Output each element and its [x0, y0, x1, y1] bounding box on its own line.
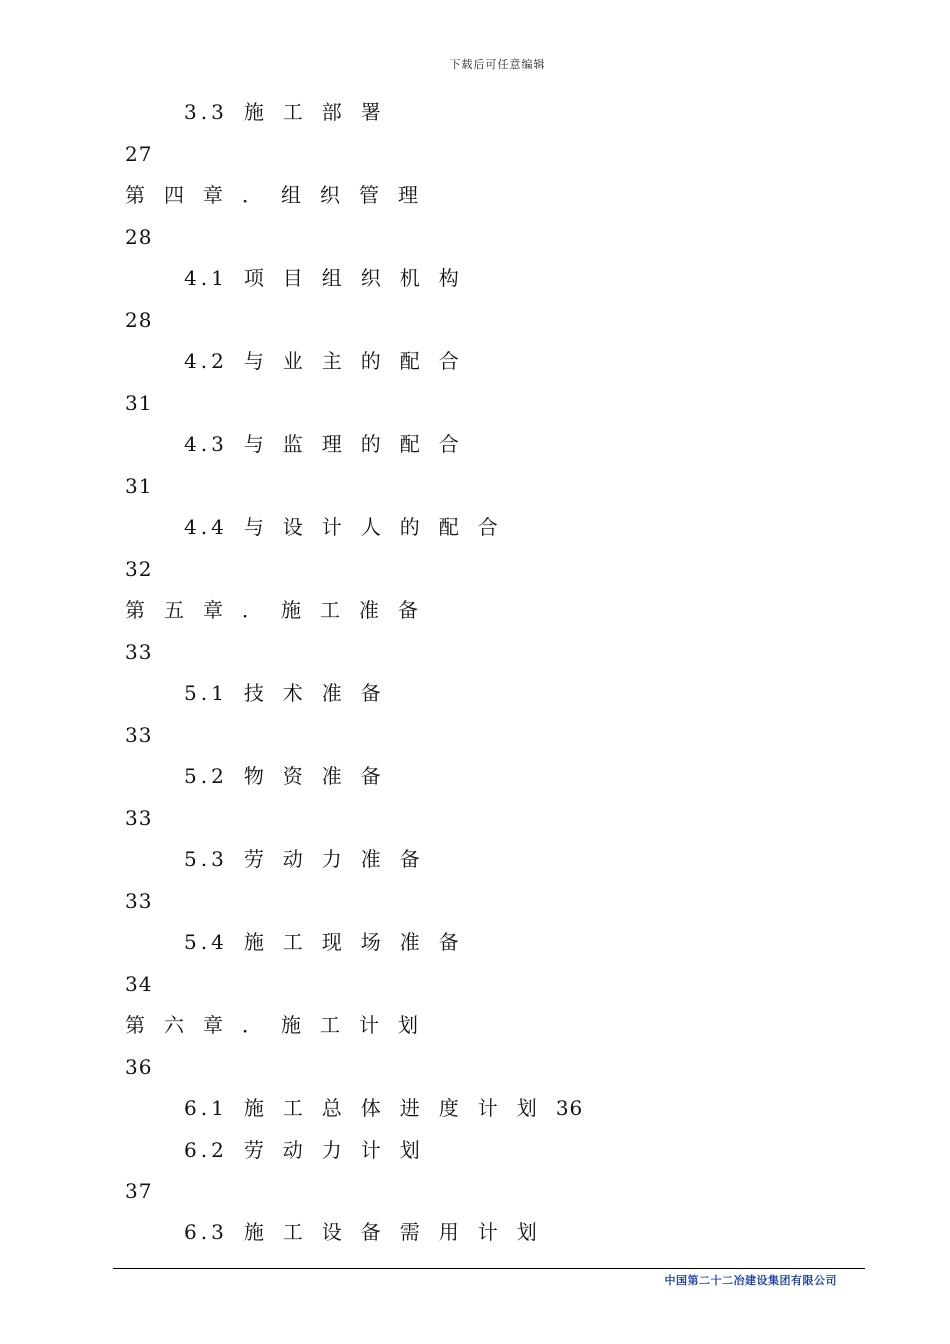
toc-page-number: 32: [125, 557, 153, 581]
toc-entry-5-1[interactable]: [184, 681, 400, 705]
toc-entry-4-2[interactable]: [184, 349, 478, 373]
toc-chapter-4[interactable]: 第四章．组织管理: [125, 183, 437, 207]
toc-entry-6-3[interactable]: [184, 1220, 556, 1244]
toc-entry-title: 与设计人的配合: [243, 515, 517, 539]
toc-page-number: 33: [125, 889, 153, 913]
toc-entry-number: 5.1: [184, 681, 228, 705]
toc-page-number: 31: [125, 474, 153, 498]
toc-entry-3-3[interactable]: [184, 100, 400, 124]
toc-entry-title: 施工部署: [243, 100, 400, 124]
toc-page-number: 27: [125, 142, 153, 166]
toc-page-number: 28: [125, 308, 153, 332]
toc-entry-6-1[interactable]: [184, 1096, 583, 1120]
toc-entry-number: 4.4: [184, 515, 228, 539]
toc-entry-number: 6.3: [184, 1220, 228, 1244]
toc-entry-title: 施工总体进度计划: [243, 1096, 556, 1120]
toc-entry-number: 4.2: [184, 349, 228, 373]
toc-page-number: 37: [125, 1179, 153, 1203]
toc-page-number: 28: [125, 225, 153, 249]
footer-company-name: 中国第二十二冶建设集团有限公司: [664, 1274, 837, 1287]
toc-entry-4-1[interactable]: [184, 266, 478, 290]
toc-entry-number: 6.2: [184, 1138, 228, 1162]
toc-entry-5-4[interactable]: [184, 930, 478, 954]
toc-entry-page: 36: [555, 1096, 584, 1120]
toc-entry-title: 施工现场准备: [243, 930, 478, 954]
toc-page-number: 33: [125, 640, 153, 664]
toc-page-number: 33: [125, 723, 153, 747]
toc-page-number: 33: [125, 806, 153, 830]
toc-chapter-6[interactable]: 第六章．施工计划: [125, 1013, 437, 1037]
toc-entry-title: 施工设备需用计划: [243, 1220, 556, 1244]
toc-entry-number: 4.3: [184, 432, 228, 456]
toc-page-number: 31: [125, 391, 153, 415]
toc-entry-5-3[interactable]: [184, 847, 439, 871]
toc-entry-number: 5.2: [184, 764, 228, 788]
toc-chapter-5[interactable]: 第五章．施工准备: [125, 598, 437, 622]
toc-entry-6-2[interactable]: [184, 1138, 439, 1162]
toc-entry-title: 劳动力计划: [243, 1138, 439, 1162]
footer-divider: [113, 1268, 865, 1269]
toc-entry-title: 技术准备: [243, 681, 400, 705]
toc-entry-5-2[interactable]: [184, 764, 400, 788]
toc-entry-4-4[interactable]: [184, 515, 517, 539]
toc-entry-title: 物资准备: [243, 764, 400, 788]
toc-entry-number: 5.4: [184, 930, 228, 954]
toc-entry-number: 6.1: [184, 1096, 228, 1120]
toc-entry-number: 3.3: [184, 100, 228, 124]
toc-entry-title: 与业主的配合: [243, 349, 478, 373]
toc-page-number: 34: [125, 972, 153, 996]
toc-entry-title: 劳动力准备: [243, 847, 439, 871]
toc-entry-number: 5.3: [184, 847, 228, 871]
toc-entry-number: 4.1: [184, 266, 228, 290]
toc-entry-title: 项目组织机构: [243, 266, 478, 290]
toc-entry-4-3[interactable]: [184, 432, 478, 456]
toc-entry-title: 与监理的配合: [243, 432, 478, 456]
toc-page-number: 36: [125, 1055, 153, 1079]
page-header-note: 下载后可任意编辑: [449, 58, 546, 71]
